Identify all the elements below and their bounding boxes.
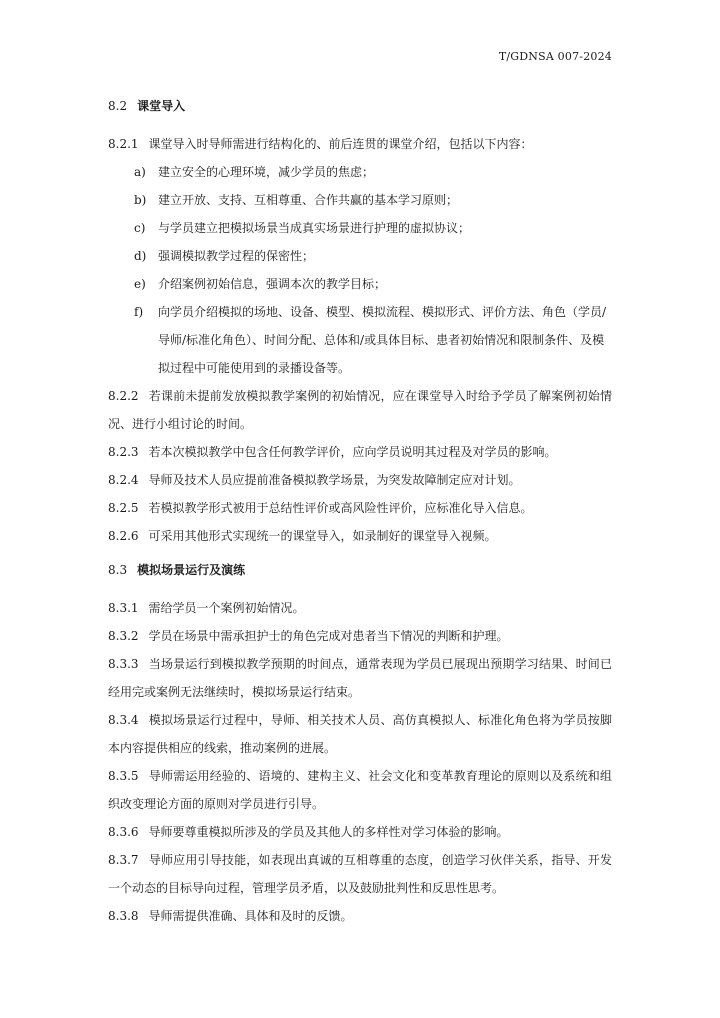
section-title: 课堂导入 [137, 99, 186, 113]
clause-number: 8.3.4 [108, 713, 139, 727]
clause-8-2-6 [108, 522, 612, 550]
clause-text: 当场景运行到模拟教学预期的时间点，通常表现为学员已展现出预期学习结果、时间已经用完或案例无法继续时，模拟场景运行结束。 [108, 657, 612, 699]
list-marker: b) [134, 193, 147, 207]
clause-8-3-6 [108, 818, 612, 846]
clause-number: 8.3.7 [108, 853, 139, 867]
clause-text: 课堂导入时导师需进行结构化的、前后连贯的课堂介绍，包括以下内容： [148, 137, 533, 151]
clause-8-3-2 [108, 622, 612, 650]
clause-8-2-4 [108, 466, 612, 494]
list-marker: a) [134, 165, 146, 179]
list-item [108, 298, 612, 382]
clause-text: 导师及技术人员应提前准备模拟教学场景，为突发故障制定应对计划。 [148, 473, 521, 487]
clause-text: 导师应用引导技能，如表现出真诚的互相尊重的态度，创造学习伙伴关系，指导、开发一个动态的目标导向过程，管理学员矛盾，以及鼓励批判性和反思性思考。 [108, 853, 612, 895]
list-marker: f) [134, 305, 144, 319]
list-item-text: 强调模拟教学过程的保密性； [158, 249, 315, 263]
clause-number: 8.2.2 [108, 389, 139, 403]
list-marker: d) [134, 249, 147, 263]
clause-number: 8.2.4 [108, 473, 139, 487]
clause-8-3-5 [108, 762, 612, 818]
list-item-text: 建立开放、支持、互相尊重、合作共赢的基本学习原则； [158, 193, 459, 207]
list-item [108, 214, 612, 242]
clause-text: 导师要尊重模拟所涉及的学员及其他人的多样性对学习体验的影响。 [148, 825, 509, 839]
list-marker: c) [134, 221, 146, 235]
clause-number: 8.3.1 [108, 601, 139, 615]
clause-number: 8.3.2 [108, 629, 139, 643]
clause-8-3-8 [108, 902, 612, 930]
clause-8-3-3 [108, 650, 612, 706]
clause-text: 若课前未提前发放模拟教学案例的初始情况，应在课堂导入时给予学员了解案例初始情况、进行小组讨论的时间。 [108, 389, 612, 431]
list-marker: e) [134, 277, 146, 291]
section-title: 模拟场景运行及演练 [137, 563, 246, 577]
clause-text: 模拟场景运行过程中，导师、相关技术人员、高仿真模拟人、标准化角色将为学员按脚本内容提供相应的线索，推动案例的进展。 [108, 713, 612, 755]
clause-text: 可采用其他形式实现统一的课堂导入，如录制好的课堂导入视频。 [148, 529, 497, 543]
list-item [108, 242, 612, 270]
clause-8-2-1 [108, 130, 612, 158]
document-code: T/GDNSA 007-2024 [498, 50, 612, 63]
list-item [108, 186, 612, 214]
list-item-text: 介绍案例初始信息，强调本次的教学目标； [158, 277, 387, 291]
clause-text: 若模拟教学形式被用于总结性评价或高风险性评价，应标准化导入信息。 [148, 501, 533, 515]
document-body [108, 92, 612, 930]
clause-number: 8.3.6 [108, 825, 139, 839]
clause-number: 8.3.3 [108, 657, 139, 671]
list-item-text: 与学员建立把模拟场景当成真实场景进行护理的虚拟协议； [158, 221, 471, 235]
section-heading-8-3 [108, 556, 612, 584]
clause-text: 若本次模拟教学中包含任何教学评价，应向学员说明其过程及对学员的影响。 [148, 445, 557, 459]
list-item-text: 建立安全的心理环境，减少学员的焦虑； [158, 165, 375, 179]
clause-8-3-7 [108, 846, 612, 902]
section-number: 8.2 [108, 99, 128, 113]
clause-text: 导师需运用经验的、语境的、建构主义、社会文化和变革教育理论的原则以及系统和组织改变理论方面的原则对学员进行引导。 [108, 769, 612, 811]
clause-8-2-2 [108, 382, 612, 438]
clause-number: 8.3.8 [108, 909, 139, 923]
clause-8-2-3 [108, 438, 612, 466]
clause-number: 8.2.3 [108, 445, 139, 459]
clause-text: 需给学员一个案例初始情况。 [148, 601, 305, 615]
clause-number: 8.2.6 [108, 529, 139, 543]
clause-text: 导师需提供准确、具体和及时的反馈。 [148, 909, 353, 923]
list-item-text: 向学员介绍模拟的场地、设备、模型、模拟流程、模拟形式、评价方法、角色（学员/导师/标准化角色）、时间分配、总体和/或具体目标、患者初始情况和限制条件、及模拟过程中可能使用到的录播设备等。 [158, 305, 607, 375]
clause-number: 8.2.1 [108, 137, 139, 151]
list-item [108, 158, 612, 186]
clause-8-3-4 [108, 706, 612, 762]
clause-8-3-1 [108, 594, 612, 622]
clause-text: 学员在场景中需承担护士的角色完成对患者当下情况的判断和护理。 [148, 629, 509, 643]
clause-number: 8.2.5 [108, 501, 139, 515]
clause-8-2-5 [108, 494, 612, 522]
clause-number: 8.3.5 [108, 769, 139, 783]
section-number: 8.3 [108, 563, 128, 577]
section-heading-8-2 [108, 92, 612, 120]
list-item [108, 270, 612, 298]
